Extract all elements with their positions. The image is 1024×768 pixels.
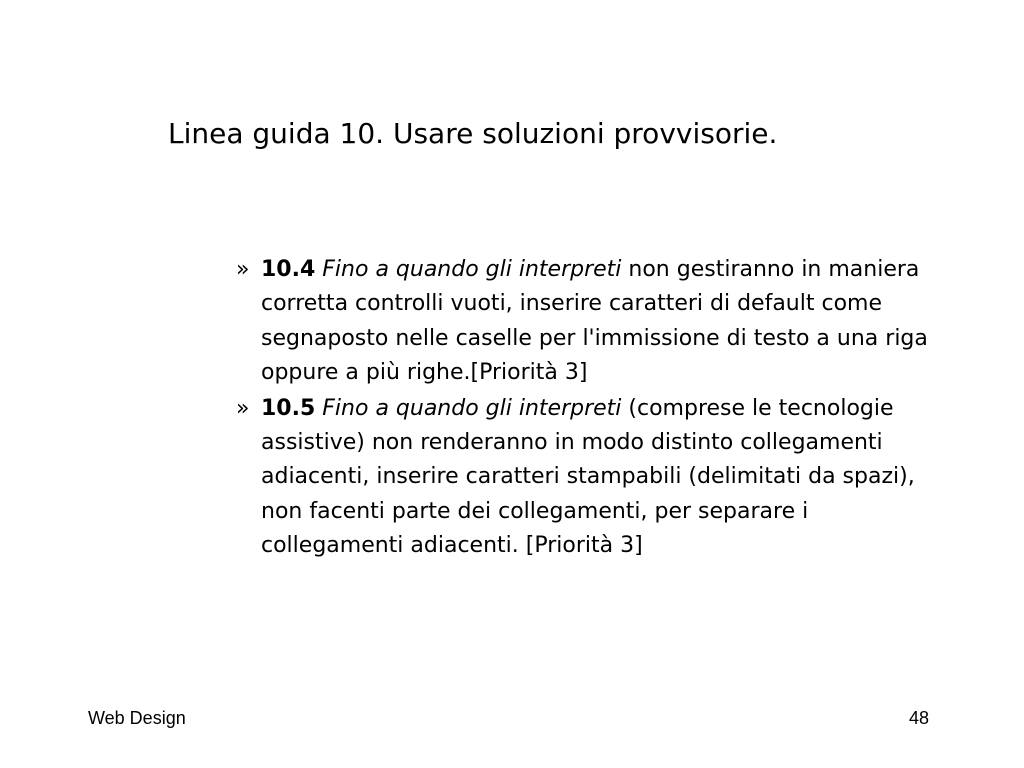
page-number: 48 [909,708,930,728]
footer-label: Web Design [88,708,186,728]
slide-title: Linea guida 10. Usare soluzioni provvisorie. [168,117,778,150]
bullet-marker: » [236,395,250,421]
bullet-text: (comprese le tecnologie assistive) non renderanno in modo distinto collegamenti adiacenti, inserire caratteri stampabili (delimitati da spazi), non facenti parte dei collegamenti, per separare i collegamenti adiacenti. [Priorità 3] [261,395,915,559]
bullet-italic-text: Fino a quando gli interpreti [322,257,622,282]
bullet-list [236,253,956,565]
bullet-number: 10.5 [261,395,316,421]
bullet-marker: » [236,257,250,282]
bullet-item-10-4 [236,253,956,391]
bullet-number: 10.4 [261,257,316,282]
bullet-text: non gestiranno in maniera corretta controlli vuoti, inserire caratteri di default come segnaposto nelle caselle per l'immissione di testo a una riga oppure a più righe.[Priorità 3] [261,257,928,386]
bullet-item-10-5 [236,392,956,564]
bullet-italic-text: Fino a quando gli interpreti [322,395,622,421]
